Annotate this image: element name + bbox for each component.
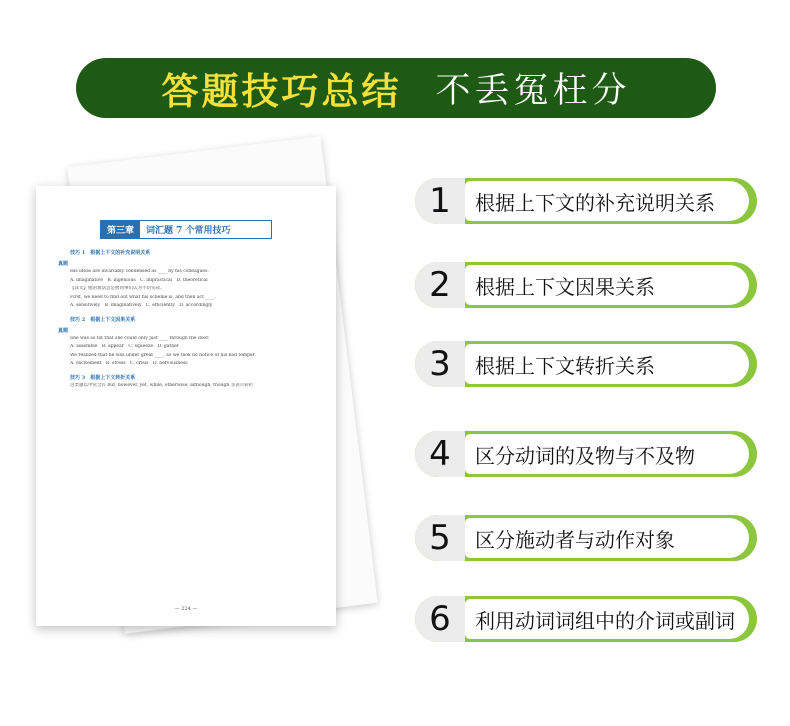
tip-item-2: [415, 262, 757, 308]
chapter-title: 词汇题 7 个常用技巧: [146, 226, 231, 236]
title-banner: [76, 58, 716, 118]
tip-item-4: [415, 431, 757, 477]
page-line: A. excitement B. stress C. crisis D. nervousness: [70, 361, 188, 366]
tip-label: 区分动词的及物与不及物: [465, 434, 749, 474]
book-page: [36, 186, 336, 626]
tip-label: 利用动词词组中的介词或副词: [465, 599, 749, 639]
chapter-tag: 第三章: [101, 221, 140, 238]
tip-label: 区分施动者与动作对象: [465, 518, 749, 558]
banner-title: 答题技巧总结: [161, 70, 402, 113]
tip-item-6: [415, 596, 757, 642]
tip-number: 5: [415, 515, 465, 561]
page-line: 【译文】他的想法总是被同事们认为不切实际。: [70, 286, 165, 291]
page-line: A. assemble B. appear C. squeeze D. gather: [70, 344, 179, 349]
page-line: She was so fat that she could only just ____ through the door.: [70, 335, 210, 341]
page-line: His ideas are invariably condensed as ____ by his colleagues.: [70, 269, 209, 274]
tip-number: 4: [415, 431, 465, 477]
example-label: 真题: [58, 327, 69, 334]
tip-label: 根据上下文因果关系: [465, 265, 749, 305]
page-line: A. imaginative B. ingenious C. impractical D. theoretical: [70, 277, 208, 283]
page-number: — 224 —: [174, 606, 198, 612]
tip-number: 3: [415, 341, 465, 387]
tip-label: 根据上下文的补充说明关系: [465, 181, 749, 221]
tip-item-3: [415, 341, 757, 387]
chapter-header: [100, 220, 272, 239]
page-line: First, we need to find out what his scheme is, and then act ____.: [70, 294, 216, 300]
page-line: We realized that he was under great ____, so we took no notice of his bad temper.: [70, 352, 256, 358]
tip-label: 根据上下文转折关系: [465, 344, 749, 384]
page-line: A. sensitively B. imaginatively C. efficiently D. accordingly: [70, 303, 213, 308]
section-heading: 技巧 3 根据上下文转折关系: [70, 374, 136, 381]
page-line: 这类题以中常含有 but, however, yet, while, otherwise, although, though 等表示转折: [70, 382, 254, 388]
section-heading: 技巧 2 根据上下文因果关系: [70, 316, 136, 323]
tip-number: 2: [415, 262, 465, 308]
tip-number: 6: [415, 596, 465, 642]
example-label: 真题: [58, 261, 69, 267]
tip-number: 1: [415, 178, 465, 224]
tip-item-1: [415, 178, 757, 224]
banner-subtitle: 不丢冤枉分: [435, 71, 631, 111]
tip-item-5: [415, 515, 757, 561]
section-heading: 技巧 1 根据上下文的补充说明关系: [70, 250, 151, 256]
